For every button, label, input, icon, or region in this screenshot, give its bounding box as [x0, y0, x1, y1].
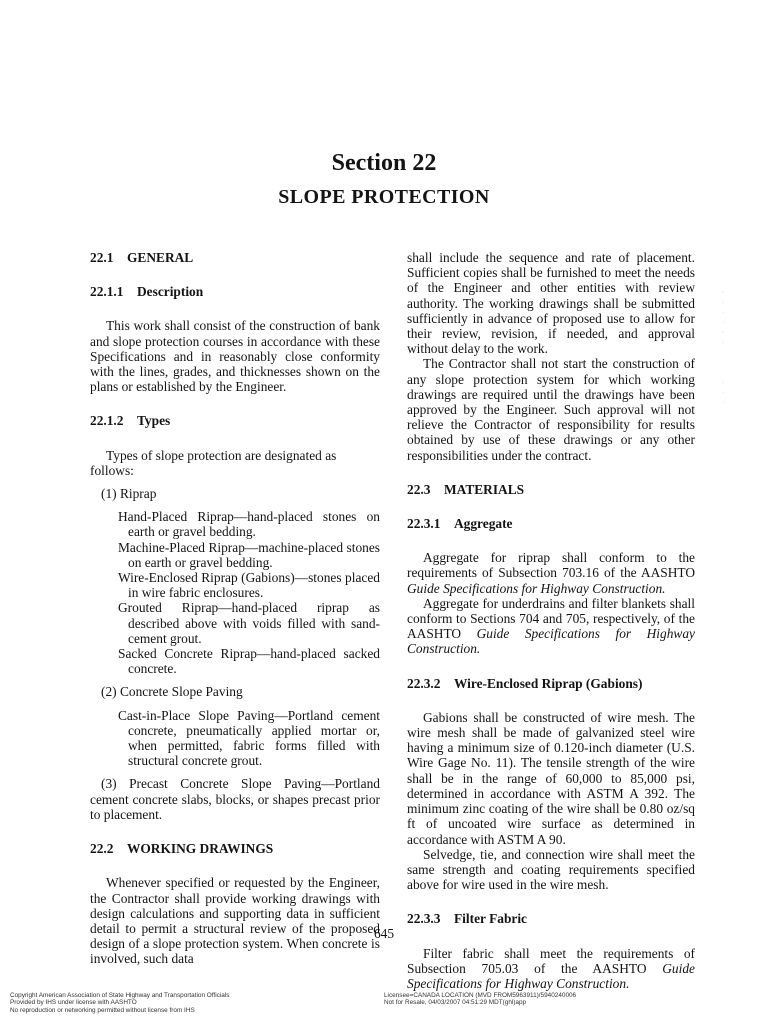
- riprap-list: [90, 509, 380, 676]
- list-item: Machine-Placed Riprap—machine-placed stones on earth or gravel bedding.: [118, 539, 380, 570]
- heading-number: 22.3.3: [407, 911, 441, 927]
- footer-line: Licensee=CANADA LOCATION (MVD FROM5963911)/5940240006: [384, 992, 577, 999]
- scan-artifact-marks: · · · · · · · · ·: [722, 290, 724, 406]
- footer-line: Not for Resale, 04/03/2007 04:51:29 MDT(ghl)app: [384, 999, 527, 1007]
- heading-text: Description: [137, 284, 204, 300]
- italic-title: Guide Specifications for Highway Construction.: [407, 960, 695, 991]
- heading-number: 22.2: [90, 841, 114, 857]
- footer-line: No reproduction or networking permitted without license from IHS: [10, 1006, 195, 1014]
- footer-line: Copyright American Association of State Highway and Transportation Officials: [10, 992, 230, 999]
- list-item: Grouted Riprap—hand-placed riprap as described above with voids filled with sand-cement grout.: [118, 600, 380, 646]
- italic-title: Guide Specifications for Highway Construction.: [407, 580, 666, 596]
- gabions-paragraph-1: Gabions shall be constructed of wire mesh. The wire mesh shall be made of galvanized steel wire having a minimum size of 0.120-inch diameter (U.S. Wire Gage No. 11). The tensile strength of the wire shall be in the range of 60,000 to 85,000 psi, determined in accordance with ASTM A 392. The minimum zinc coating of the wire shall be 0.80 oz/sq ft of uncoated wire surface as determined in accordance with ASTM A 90.: [407, 709, 695, 847]
- section-number: Section 22: [331, 150, 437, 176]
- heading-number: 22.3.1: [407, 516, 441, 532]
- heading-text: GENERAL: [127, 250, 194, 265]
- heading-materials: [407, 482, 695, 497]
- page-number: 645: [373, 926, 395, 941]
- heading-text: WORKING DRAWINGS: [127, 841, 274, 857]
- heading-description: [90, 284, 380, 299]
- heading-number: 22.1.2: [90, 413, 124, 429]
- list-item: Hand-Placed Riprap—hand-placed stones on earth or gravel bedding.: [118, 509, 380, 540]
- text-run: Aggregate for underdrains and filter blankets shall conform to Sections 704 and 705, respectively, of the AASHTO: [407, 595, 695, 642]
- italic-title: Guide Specifications for Highway Construction.: [407, 626, 695, 657]
- heading-text: MATERIALS: [444, 481, 525, 497]
- paving-list: [90, 708, 380, 769]
- working-drawings-paragraph: Whenever specified or requested by the Engineer, the Contractor shall provide working drawings with design calculations and supporting data in sufficient detail to permit a structural review of the proposed design of a slope protection system. When concrete is involved, such data: [90, 875, 380, 967]
- heading-types: [90, 413, 380, 428]
- heading-general: [90, 250, 380, 265]
- riprap-heading: (1) Riprap: [101, 486, 157, 502]
- footer-copyright: [10, 992, 310, 1014]
- footer-license: [384, 992, 684, 1007]
- types-intro: Types of slope protection are designated as follows:: [90, 447, 337, 478]
- heading-number: 22.3.2: [407, 675, 441, 691]
- heading-text: Aggregate: [454, 516, 513, 532]
- text-run: Aggregate for riprap shall conform to the requirements of Subsection 703.16 of the AASHTO: [407, 550, 695, 581]
- filter-fabric-paragraph: [407, 946, 695, 992]
- working-drawings-continued: shall include the sequence and rate of placement. Sufficient copies shall be furnished to meet the needs of the Engineer and other entities with review authority. The working drawings shall be submitted sufficiently in advance of proposed use to allow for their review, revision, if needed, and approval without delay to the work.: [407, 250, 695, 357]
- heading-filter-fabric: [407, 911, 695, 926]
- list-item: Wire-Enclosed Riprap (Gabions)—stones placed in wire fabric enclosures.: [118, 570, 380, 601]
- description-paragraph: This work shall consist of the construction of bank and slope protection courses in accordance with these Specifications and in reasonably close conformity with the lines, grades, and thicknesses shown on the plans or established by the Engineer.: [90, 318, 380, 395]
- heading-number: 22.1.1: [90, 284, 124, 300]
- gabions-paragraph-2: Selvedge, tie, and connection wire shall meet the same strength and coating requirements specified above for wire used in the wire mesh.: [407, 846, 695, 893]
- working-drawings-paragraph-2: The Contractor shall not start the construction of any slope protection system for which working drawings are required until the drawings have been approved by the Engineer. Such approval will not relieve the Contractor of responsibility for results obtained by use of these drawings or any other responsibilities under the contract.: [407, 356, 695, 463]
- aggregate-paragraph-1: [407, 550, 695, 596]
- paving-heading: (2) Concrete Slope Paving: [101, 684, 243, 700]
- heading-number: 22.3: [407, 481, 431, 497]
- list-item: Cast-in-Place Slope Paving—Portland cement concrete, pneumatically applied mortar or, when permitted, fabric forms filled with structural concrete grout.: [118, 707, 380, 769]
- heading-text: Wire-Enclosed Riprap (Gabions): [454, 675, 643, 691]
- right-column: [407, 250, 695, 991]
- aggregate-paragraph-2: [407, 596, 695, 657]
- heading-text: Filter Fabric: [454, 911, 528, 927]
- heading-working-drawings: [90, 841, 380, 856]
- text-run: Filter fabric shall meet the requirements of Subsection 705.03 of the AASHTO: [407, 945, 695, 976]
- left-column: [90, 250, 380, 967]
- list-item: Sacked Concrete Riprap—hand-placed sacked concrete.: [118, 646, 380, 677]
- precast-paragraph: (3) Precast Concrete Slope Paving—Portland cement concrete slabs, blocks, or shapes precast prior to placement.: [90, 776, 380, 822]
- heading-gabions: [407, 676, 695, 691]
- heading-text: Types: [137, 413, 171, 429]
- section-title: SLOPE PROTECTION: [278, 186, 490, 208]
- heading-number: 22.1: [90, 250, 114, 265]
- footer-line: Provided by IHS under license with AASHTO: [10, 999, 137, 1007]
- heading-aggregate: [407, 516, 695, 531]
